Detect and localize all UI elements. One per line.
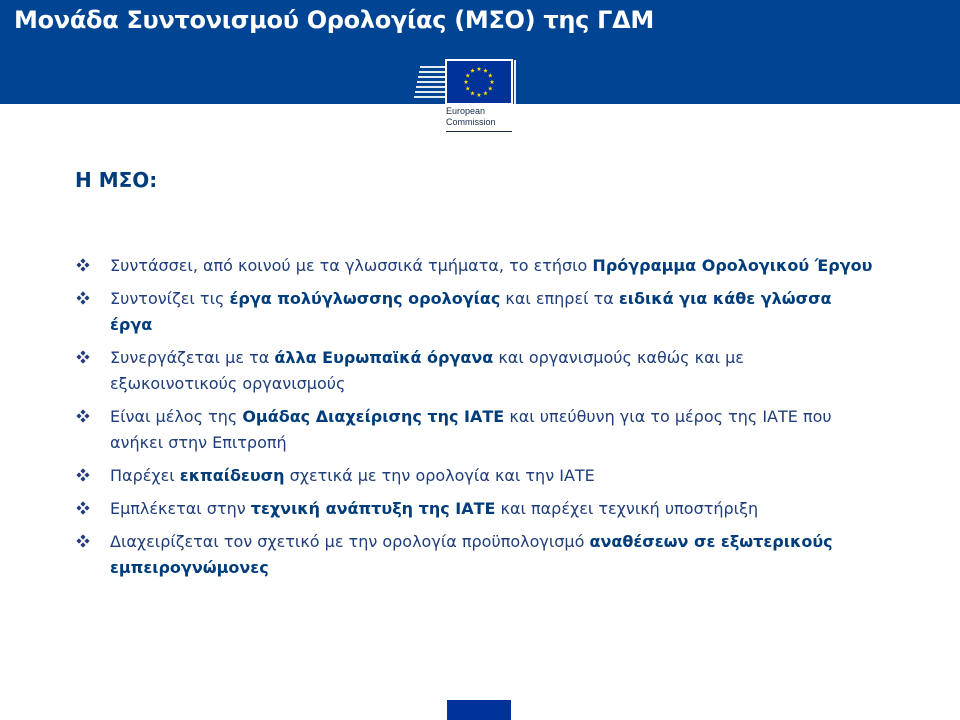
- list-item: [76, 463, 876, 489]
- eu-flag: [446, 60, 512, 104]
- logo-text: [446, 106, 496, 128]
- bullet-emphasis: άλλα Ευρωπαϊκά όργανα: [274, 348, 494, 367]
- list-item: [76, 286, 876, 338]
- list-item: [76, 404, 876, 456]
- bullet-emphasis: τεχνική ανάπτυξη της ΙΑΤΕ: [250, 499, 496, 518]
- logo-underline: [446, 131, 512, 132]
- four-diamond-bullet-icon: [76, 409, 90, 423]
- bullet-list: [76, 253, 876, 588]
- four-diamond-bullet-icon: [76, 468, 90, 482]
- bullet-emphasis: ειδικά για κάθε γλώσσα έργα: [110, 289, 832, 334]
- four-diamond-bullet-icon: [76, 258, 90, 272]
- logo-text-line1: European: [446, 106, 486, 116]
- bullet-emphasis: Ομάδας Διαχείρισης της ΙΑΤΕ: [242, 407, 505, 426]
- section-heading: Η ΜΣΟ:: [75, 168, 158, 192]
- bullet-text: Συντονίζει τις: [110, 289, 230, 308]
- bullet-emphasis: έργα πολύγλωσσης ορολογίας: [229, 289, 501, 308]
- bullet-text: και παρέχει τεχνική υποστήριξη: [495, 499, 759, 518]
- list-item: [76, 345, 876, 397]
- four-diamond-bullet-icon: [76, 350, 90, 364]
- list-item: [76, 529, 876, 581]
- page-title: Μονάδα Συντονισμού Ορολογίας (ΜΣΟ) της ΓΔΜ: [14, 6, 655, 34]
- bullet-text: Παρέχει: [110, 466, 180, 485]
- bullet-text: σχετικά με την ορολογία και την ΙΑΤΕ: [284, 466, 595, 485]
- bullet-text: Διαχειρίζεται τον σχετικό με την ορολογία προϋπολογισμό: [110, 532, 590, 551]
- bullet-text: και υπεύθυνη για το μέρος της ΙΑΤΕ που ανήκει στην Επιτροπή: [110, 407, 832, 452]
- bullet-emphasis: αναθέσεων σε εξωτερικούς εμπειρογνώμονες: [110, 532, 833, 577]
- eu-flag-footer: [447, 700, 511, 720]
- bullet-text: Συντάσσει, από κοινού με τα γλωσσικά τμήματα, το ετήσιο: [110, 256, 593, 275]
- bullet-text: Είναι μέλος της: [110, 407, 243, 426]
- four-diamond-bullet-icon: [76, 291, 90, 305]
- bullet-emphasis: Πρόγραμμα Ορολογικού Έργου: [592, 256, 873, 275]
- logo-text-line2: Commission: [446, 117, 496, 127]
- four-diamond-bullet-icon: [76, 534, 90, 548]
- bullet-text: Συνεργάζεται με τα: [110, 348, 275, 367]
- bullet-text: και επηρεί τα: [500, 289, 619, 308]
- list-item: [76, 496, 876, 522]
- bullet-text: και οργανισμούς καθώς και με εξωκοινοτικούς οργανισμούς: [110, 348, 744, 393]
- list-item: [76, 253, 876, 279]
- bullet-emphasis: εκπαίδευση: [179, 466, 285, 485]
- four-diamond-bullet-icon: [76, 501, 90, 515]
- bullet-text: Εμπλέκεται στην: [110, 499, 251, 518]
